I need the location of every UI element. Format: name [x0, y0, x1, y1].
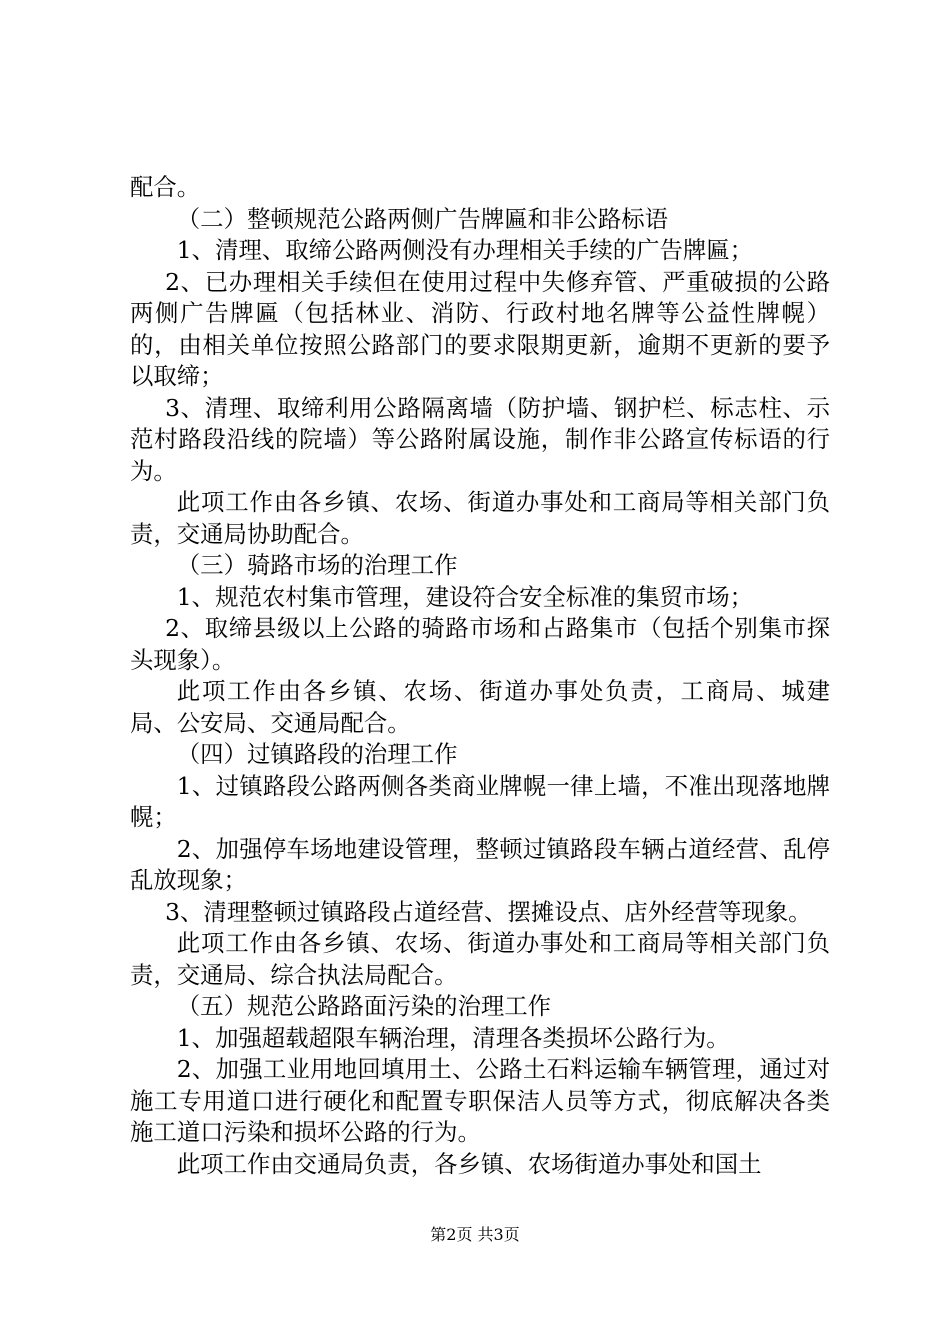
list-item: 1、加强超载超限车辆治理，清理各类损坏公路行为。: [176, 1023, 730, 1052]
responsibility-paragraph: 此项工作由交通局负责，各乡镇、农场街道办事处和国土: [176, 1149, 762, 1178]
page-footer: [0, 1222, 950, 1245]
list-item: 3、清理整顿过镇路段占道经营、摆摊设点、店外经营等现象。: [165, 897, 812, 926]
responsibility-paragraph: 此项工作由各乡镇、农场、街道办事处负责，工商局、城建局、公安局、交通局配合。: [130, 677, 830, 737]
list-item: 1、过镇路段公路两侧各类商业牌幌一律上墙，不准出现落地牌幌；: [130, 771, 830, 831]
list-item: 2、已办理相关手续但在使用过程中失修弃管、严重破损的公路两侧广告牌匾（包括林业、消防、行政村地名牌等公益性牌幌）的，由相关单位按照公路部门的要求限期更新，逾期不更新的要予以取缔；: [130, 267, 830, 390]
section-heading-3: （三）骑路市场的治理工作: [176, 551, 458, 579]
list-item: 3、清理、取缔利用公路隔离墙（防护墙、钢护栏、标志柱、示范村路段沿线的院墙）等公路附属设施，制作非公路宣传标语的行为。: [130, 393, 830, 485]
responsibility-paragraph: 此项工作由各乡镇、农场、街道办事处和工商局等相关部门负责，交通局、综合执法局配合。: [130, 929, 830, 989]
list-item: 2、加强工业用地回填用土、公路土石料运输车辆管理，通过对施工专用道口进行硬化和配置专职保洁人员等方式，彻底解决各类施工道口污染和损坏公路的行为。: [130, 1055, 830, 1146]
paragraph-continuation: 配合。: [130, 173, 201, 201]
section-heading-2: （二）整顿规范公路两侧广告牌匾和非公路标语: [176, 204, 668, 233]
section-heading-5: （五）规范公路路面污染的治理工作: [176, 992, 552, 1020]
document-body: [130, 172, 830, 1180]
list-item: 2、取缔县级以上公路的骑路市场和占路集市（包括个别集市探头现象）。: [130, 614, 830, 674]
list-item: 2、加强停车场地建设管理，整顿过镇路段车辆占道经营、乱停乱放现象；: [130, 834, 830, 894]
list-item: 1、规范农村集市管理，建设符合安全标准的集贸市场；: [176, 582, 754, 611]
page-number-label: 第2页 共3页: [430, 1225, 520, 1244]
responsibility-paragraph: 此项工作由各乡镇、农场、街道办事处和工商局等相关部门负责，交通局协助配合。: [130, 488, 830, 548]
section-heading-4: （四）过镇路段的治理工作: [176, 740, 458, 768]
list-item: 1、清理、取缔公路两侧没有办理相关手续的广告牌匾；: [176, 236, 754, 264]
